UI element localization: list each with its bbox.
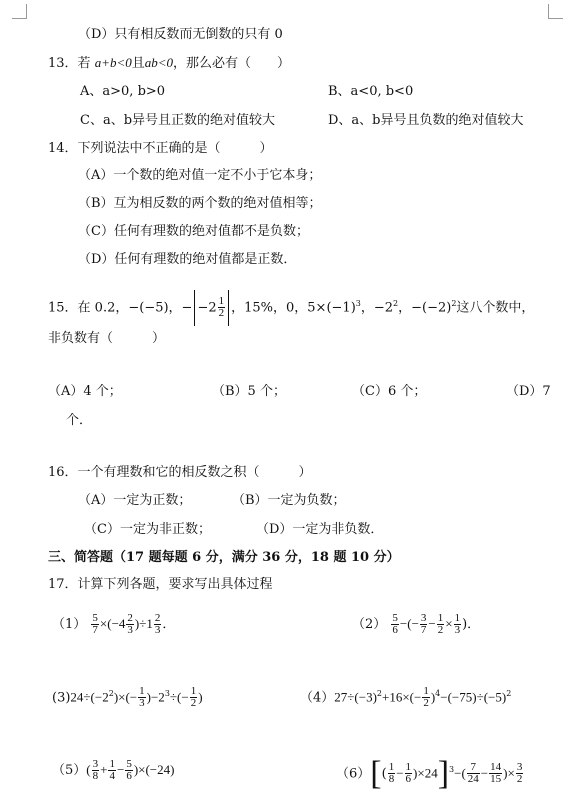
q17-part2 <box>352 606 480 643</box>
p2-frac-a: $\frac{5}{6}$ <box>392 612 398 636</box>
q15-option-d-cont: 个． <box>66 413 93 428</box>
p3-t1: 24÷(−2 <box>70 689 109 705</box>
q14-option-b: （B）互为相反数的两个数的绝对值相等； <box>78 196 322 211</box>
q15-abs-int: −2 <box>197 300 217 316</box>
q13-condition2: ab<0 <box>144 55 174 70</box>
part4-label: （4） <box>300 690 335 706</box>
q15-option-a: （A）4 个； <box>48 384 122 399</box>
q15-exp2b: 2 <box>451 299 457 308</box>
q17-part5 <box>52 752 174 789</box>
p6-t3: −( <box>454 765 466 781</box>
q12-option-d: （D）只有相反数而无倒数的只有 0 <box>78 27 283 42</box>
p5-frac-b: $\frac{1}{4}$ <box>109 758 115 782</box>
q14-option-d: （D）任何有理数的绝对值都是正数． <box>78 252 297 267</box>
q15-stem <box>48 284 534 328</box>
p3-t4: ÷(− <box>169 689 189 705</box>
q13-and: 且 <box>131 56 145 71</box>
p5-t4: )×(−24) <box>133 762 175 777</box>
p6-frac-a: $\frac{1}{8}$ <box>388 761 395 786</box>
p6-t1: − <box>396 765 404 781</box>
q14-stem: 14．下列说法中不正确的是（ ） <box>48 141 273 156</box>
q17-part3 <box>52 676 203 716</box>
part5-label: （5） <box>52 763 87 778</box>
abs-bar-right <box>228 290 229 326</box>
q17-part4 <box>300 676 511 716</box>
p4-e1: 2 <box>376 689 382 698</box>
q16-option-c: （C）一定为非正数； <box>84 522 211 537</box>
q15-option-c: （C）6 个； <box>352 384 427 399</box>
part2-label: （2） <box>352 617 387 632</box>
p4-t3: ) <box>430 689 436 705</box>
q13-option-b: B、a<0, b<0 <box>328 84 414 99</box>
p5-frac-c: $\frac{5}{6}$ <box>126 758 132 782</box>
p1-frac-a: $\frac{5}{7}$ <box>92 612 98 636</box>
bracket-close: ] <box>437 754 450 792</box>
p2-op3: × <box>445 616 453 631</box>
p4-e3: 2 <box>506 689 512 698</box>
p6-t2: )×24 <box>413 765 438 781</box>
q15-exp3: 3 <box>355 299 361 308</box>
q17-part6: （6）[( $\frac{1}{8}$ − $\frac{1}{6}$ )×24]$^3$−( $\frac{7}{24}$ − $\frac{14}{15}$ )× $\frac{3}{2}$ <box>336 754 523 792</box>
q16-option-a: （A）一定为正数； <box>78 493 192 508</box>
p1-op2: )÷1 <box>134 616 153 631</box>
q15-stem-e: 这八个数中， <box>456 300 535 316</box>
q17-stem: 17．计算下列各题，要求写出具体过程 <box>48 577 273 592</box>
p6-frac-b: $\frac{1}{6}$ <box>405 761 412 786</box>
p3-frac-b: $\frac{1}{2}$ <box>190 685 197 710</box>
part1-label: （1） <box>52 617 87 632</box>
p6-t4: − <box>480 765 489 781</box>
q14-option-c: （C）任何有理数的绝对值都不是负数； <box>78 224 309 239</box>
q15-stem-d: ，−(−2) <box>398 300 452 316</box>
q15-option-b: （B）5 个； <box>212 384 286 399</box>
q13-stem <box>48 54 290 73</box>
q13-stem-pre: 13．若 <box>48 56 95 71</box>
q15-stem-b: ，15%，0，5×(−1) <box>231 300 356 316</box>
p3-t2: )×(− <box>113 689 138 705</box>
q14-option-a: （A）一个数的绝对值一定不小于它本身； <box>78 168 322 183</box>
p6-t5: )× <box>503 765 515 781</box>
p2-frac-d: $\frac{1}{3}$ <box>454 612 461 636</box>
q13-option-a: A、a>0, b>0 <box>80 84 166 99</box>
p1-frac-c: $\frac{2}{3}$ <box>154 612 161 636</box>
p6-frac-c: $\frac{7}{24}$ <box>467 761 479 786</box>
p6-e3: 3 <box>449 765 455 774</box>
q15-option-d: （D）7 <box>506 384 551 399</box>
q15-abs-fraction: $\frac{1}{2}$ <box>218 295 225 320</box>
bracket-open: [ <box>370 754 382 792</box>
q16-stem: 16．一个有理数和它的相反数之积（ ） <box>48 465 312 480</box>
part3-label: (3) <box>52 690 71 706</box>
crop-mark-top-right <box>548 4 563 19</box>
p5-t3: − <box>116 762 125 777</box>
q15-stem-a: 15．在 0.2，−(−5)，− <box>48 300 193 316</box>
p3-e1: 2 <box>108 689 114 698</box>
p4-e2: 4 <box>435 689 441 698</box>
p4-t1: 27÷(−3) <box>334 689 377 705</box>
p1-frac-b: $\frac{2}{3}$ <box>127 612 133 636</box>
p2-frac-c: $\frac{1}{2}$ <box>437 612 444 636</box>
part6-label: （6） <box>336 766 371 782</box>
abs-bar-left <box>194 290 195 326</box>
p3-e2: 3 <box>164 689 170 698</box>
q13-stem-post: ，那么必有（ ） <box>173 56 291 71</box>
p5-frac-a: $\frac{3}{8}$ <box>92 758 99 782</box>
p1-op1: ×(−4 <box>99 616 126 631</box>
q16-option-b: （B）一定为负数； <box>232 493 346 508</box>
p3-frac-a: $\frac{1}{3}$ <box>139 685 145 710</box>
section3-title: 三、简答题（17 题每题 6 分，满分 36 分，18 题 10 分） <box>48 550 400 565</box>
p5-t2: + <box>100 762 108 777</box>
p2-op2: − <box>428 616 436 631</box>
p2-end: )． <box>462 617 481 632</box>
q13-option-c: C、a、b异号且正数的绝对值较大 <box>80 113 276 128</box>
q15-exp2: 2 <box>393 299 399 308</box>
p2-frac-b: $\frac{3}{7}$ <box>420 612 427 636</box>
p3-t5: ) <box>198 689 203 705</box>
q17-part1 <box>52 606 175 643</box>
p6-frac-e: $\frac{3}{2}$ <box>516 761 523 786</box>
q13-condition: a+b<0 <box>94 55 132 70</box>
p5-t1: ( <box>86 762 91 777</box>
q15-stem-c: ，−2 <box>360 300 394 316</box>
p4-t4: −(−75)÷(−5) <box>440 689 507 705</box>
p3-t3: )−2 <box>146 689 165 705</box>
q13-option-d: D、a、b异号且负数的绝对值较大 <box>328 113 524 128</box>
p4-t2: +16×(− <box>382 689 422 705</box>
crop-mark-top-left <box>12 4 27 19</box>
p1-end: ． <box>162 617 176 632</box>
p6-frac-d: $\frac{14}{15}$ <box>490 761 502 786</box>
q15-line2: 非负数有（ ） <box>48 331 166 346</box>
q16-option-d: （D）一定为非负数． <box>256 522 384 537</box>
p4-frac-a: $\frac{1}{2}$ <box>423 685 429 710</box>
p2-op1: −(− <box>399 616 419 631</box>
